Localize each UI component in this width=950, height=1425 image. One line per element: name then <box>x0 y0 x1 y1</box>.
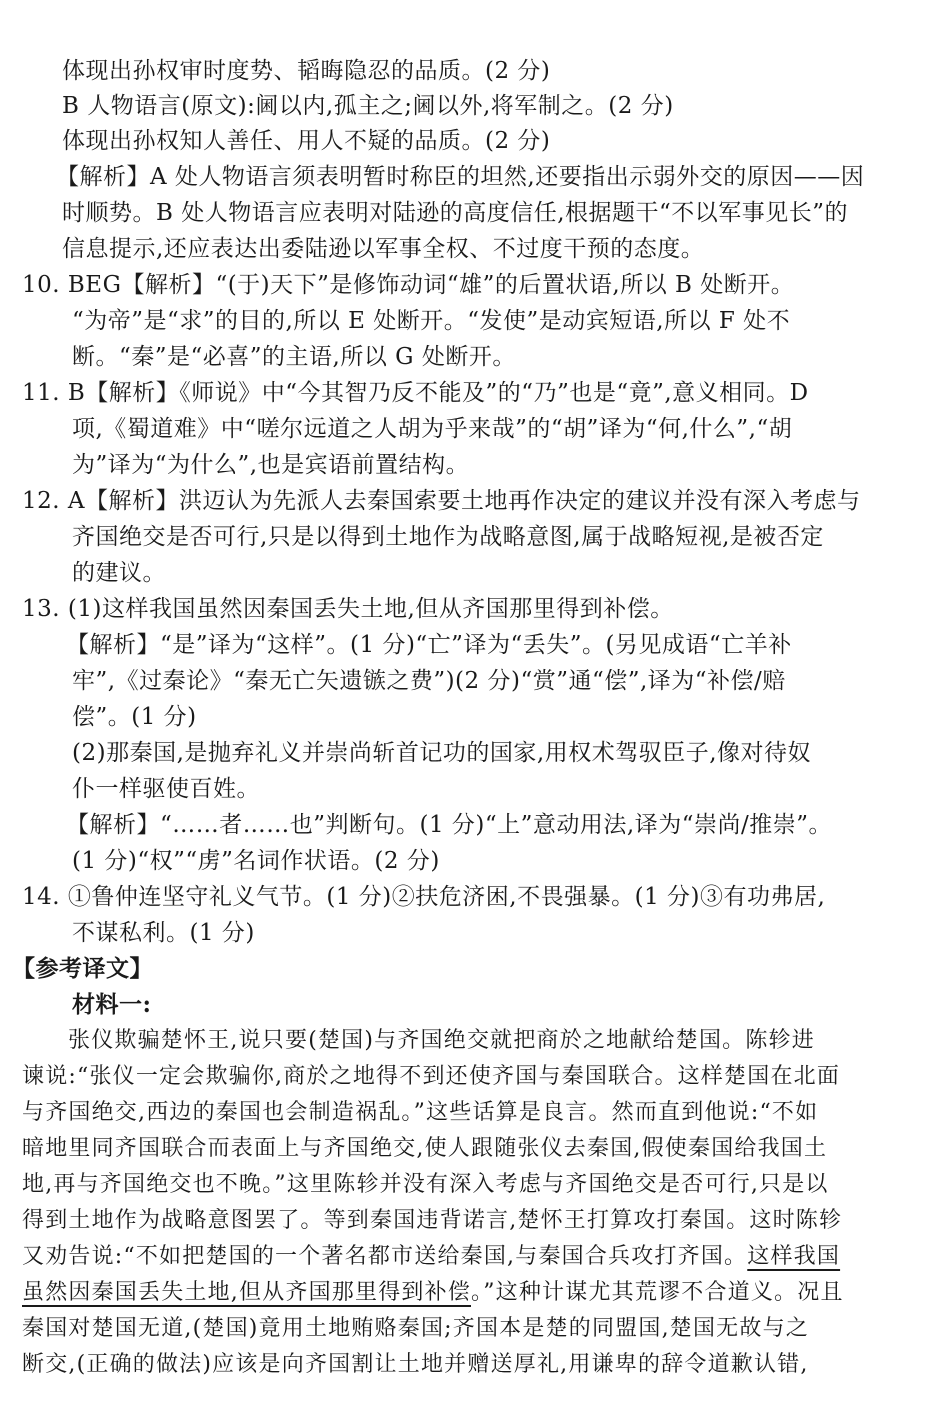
translation-line-9: 秦国对楚国无道,(楚国)竟用土地贿赂秦国;齐国本是楚的同盟国,楚国无故与之 <box>22 1316 809 1341</box>
q9-analysis-line-2: 时顺势。B 处人物语言应表明对陆逊的高度信任,根据题干“不以军事见长”的 <box>62 200 849 226</box>
q11-line-1: 11. B【解析】《师说》中“今其智乃反不能及”的“乃”也是“竟”,意义相同。D <box>22 380 809 406</box>
q12-line-1: 12. A【解析】洪迈认为先派人去秦国索要土地再作决定的建议并没有深入考虑与 <box>22 488 861 514</box>
translation-heading: 【参考译文】 <box>12 955 153 982</box>
translation-subheading: 材料一: <box>72 991 152 1018</box>
translation-underlined-sentence: 虽然因秦国丢失土地,但从齐国那里得到补偿 <box>22 1280 471 1305</box>
q13-analysis-1: 【解析】“是”译为“这样”。(1 分)“亡”译为“丢失”。(另见成语“亡羊补 <box>66 632 792 658</box>
q14-line-2: 不谋私利。(1 分) <box>72 920 255 946</box>
q10-line-1: 10. BEG【解析】“(于)天下”是修饰动词“雄”的后置状语,所以 B 处断开。 <box>22 272 795 298</box>
translation-line-7-text: 又劝告说:“不如把楚国的一个著名都市送给秦国,与秦国合兵攻打齐国。 <box>22 1244 748 1269</box>
translation-line-6: 得到土地作为战略意图罢了。等到秦国违背诺言,楚怀王打算攻打秦国。这时陈轸 <box>22 1208 843 1233</box>
translation-line-2: 谏说:“张仪一定会欺骗你,商於之地得不到还使齐国与秦国联合。这样楚国在北面 <box>22 1064 841 1089</box>
q11-line-3: 为”译为“为什么”,也是宾语前置结构。 <box>72 452 470 478</box>
q12-line-2: 齐国绝交是否可行,只是以得到土地作为战略意图,属于战略短视,是被否定 <box>72 524 824 550</box>
translation-line-5: 地,再与齐国绝交也不晚。”这里陈轸并没有深入考虑与齐国绝交是否可行,只是以 <box>22 1172 829 1197</box>
q14-line-1: 14. ①鲁仲连坚守礼义气节。(1 分)②扶危济困,不畏强暴。(1 分)③有功弗居, <box>22 884 826 910</box>
translation-line-7 <box>22 1240 840 1274</box>
q13-part2-1: (2)那秦国,是抛弃礼义并崇尚斩首记功的国家,用权术驾驭臣子,像对待奴 <box>72 740 812 766</box>
q10-line-2: “为帝”是“求”的目的,所以 E 处断开。“发使”是动宾短语,所以 F 处不 <box>72 308 791 334</box>
translation-line-10: 断交,(正确的做法)应该是向齐国割让土地并赠送厚礼,用谦卑的辞令道歉认错, <box>22 1352 809 1377</box>
q13-analysis-2: 牢”,《过秦论》“秦无亡矢遗镞之费”)(2 分)“赏”通“偿”,译为“补偿/赔 <box>72 668 786 694</box>
q13-analysis-4: 【解析】“……者……也”判断句。(1 分)“上”意动用法,译为“崇尚/推崇”。 <box>66 812 833 838</box>
translation-underlined-start: 这样我国 <box>747 1244 841 1269</box>
q10-line-3: 断。“秦”是“必喜”的主语,所以 G 处断开。 <box>72 344 516 370</box>
q13-line-1: 13. (1)这样我国虽然因秦国丢失土地,但从齐国那里得到补偿。 <box>22 596 674 622</box>
q13-part2-2: 仆一样驱使百姓。 <box>72 776 260 802</box>
translation-line-1: 张仪欺骗楚怀王,说只要(楚国)与齐国绝交就把商於之地献给楚国。陈轸进 <box>68 1028 815 1053</box>
translation-line-4: 暗地里同齐国联合而表面上与齐国绝交,使人跟随张仪去秦国,假使秦国给我国土 <box>22 1136 828 1161</box>
translation-line-8-text: 。”这种计谋尤其荒谬不合道义。况且 <box>471 1280 844 1305</box>
q9-line-2: B 人物语言(原文):阃以内,孤主之;阃以外,将军制之。(2 分) <box>62 93 674 119</box>
q11-line-2: 项,《蜀道难》中“嗟尔远道之人胡为乎来哉”的“胡”译为“何,什么”,“胡 <box>72 416 793 442</box>
q9-analysis-line-1: 【解析】A 处人物语言须表明暂时称臣的坦然,还要指出示弱外交的原因——因 <box>56 164 865 190</box>
q13-analysis-3: 偿”。(1 分) <box>72 704 197 730</box>
q12-line-3: 的建议。 <box>72 560 166 586</box>
q9-line-3: 体现出孙权知人善任、用人不疑的品质。(2 分) <box>62 128 551 154</box>
translation-line-3: 与齐国绝交,西边的秦国也会制造祸乱。”这些话算是良言。然而直到他说:“不如 <box>22 1100 819 1125</box>
q9-analysis-line-3: 信息提示,还应表达出委陆逊以军事全权、不过度干预的态度。 <box>62 236 705 262</box>
q13-analysis-5: (1 分)“权”“虏”名词作状语。(2 分) <box>72 848 440 874</box>
translation-line-8 <box>22 1276 844 1310</box>
q9-line-1: 体现出孙权审时度势、韬晦隐忍的品质。(2 分) <box>62 58 551 84</box>
